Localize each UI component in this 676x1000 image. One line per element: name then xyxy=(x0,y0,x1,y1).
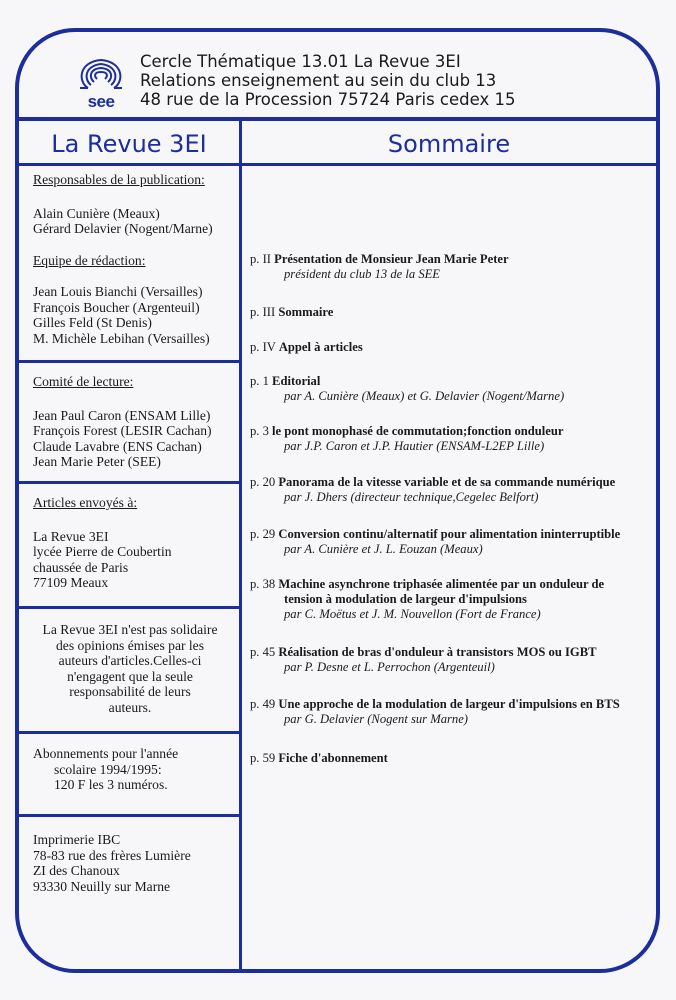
comite-name: François Forest (LESIR Cachan) xyxy=(33,423,212,438)
left-divider-4 xyxy=(19,731,240,734)
articles-line: lycée Pierre de Coubertin xyxy=(33,544,172,559)
abonnements-line: Abonnements pour l'année xyxy=(33,746,179,761)
toc-title: Conversion continu/alternatif pour alimentation ininterruptible xyxy=(278,527,621,541)
comite-name: Jean Paul Caron (ENSAM Lille) xyxy=(33,407,211,423)
toc-title: Machine asynchrone triphasée alimentée par un onduleur de xyxy=(278,577,605,591)
section-abonnements xyxy=(33,746,233,793)
toc-author: par C. Moëtus et J. M. Nouvellon (Fort de France) xyxy=(284,607,541,621)
equipe-name: François Boucher (Argenteuil) xyxy=(33,299,200,315)
toc-page: p. 1 xyxy=(250,374,269,388)
left-divider-2 xyxy=(19,481,240,484)
header-line-3: 48 rue de la Procession 75724 Paris cedex 15 xyxy=(140,90,516,109)
toc-author: président du club 13 de la SEE xyxy=(284,267,440,281)
toc-entry[interactable] xyxy=(250,424,650,454)
toc-entry[interactable] xyxy=(250,475,650,505)
left-title: La Revue 3EI xyxy=(51,130,207,158)
disclaimer-line: responsabilité de leurs xyxy=(69,684,191,699)
toc-author: par J. Dhers (directeur technique,Cegelec Belfort) xyxy=(284,490,539,504)
header-line-2: Relations enseignement au sein du club 13 xyxy=(140,71,497,90)
toc-author: par G. Delavier (Nogent sur Marne) xyxy=(284,712,468,726)
toc-title: Editorial xyxy=(272,374,321,388)
toc-entry[interactable] xyxy=(250,305,650,320)
toc-entry[interactable] xyxy=(250,374,650,404)
comite-name: Claude Lavabre (ENS Cachan) xyxy=(33,438,202,454)
toc-page: p. 3 xyxy=(250,424,269,438)
toc-entry[interactable] xyxy=(250,340,650,355)
equipe-heading: Equipe de rédaction: xyxy=(33,252,146,268)
toc-page: p. 59 xyxy=(250,751,276,765)
abonnements-line: scolaire 1994/1995: xyxy=(54,761,162,777)
disclaimer-line: n'engagent que la seule xyxy=(67,668,193,684)
toc-entry[interactable] xyxy=(250,252,650,282)
sommaire-title: Sommaire xyxy=(387,130,511,158)
toc-page: p. II xyxy=(250,252,271,266)
imprimerie-line: 93330 Neuilly sur Marne xyxy=(33,878,171,894)
header-line-1: Cercle Thématique 13.01 La Revue 3EI xyxy=(140,52,461,71)
section-comite xyxy=(33,374,233,470)
comite-heading: Comité de lecture: xyxy=(33,374,134,389)
toc-page: p. 38 xyxy=(250,577,276,591)
equipe-name: Gilles Feld (St Denis) xyxy=(33,315,152,330)
toc-entry[interactable] xyxy=(250,697,650,727)
articles-heading: Articles envoyés à: xyxy=(33,495,138,510)
toc-page: p. III xyxy=(250,305,276,319)
toc-entry[interactable] xyxy=(250,577,650,622)
toc-title: Une approche de la modulation de largeur d'impulsions en BTS xyxy=(278,697,620,711)
section-responsables xyxy=(33,172,233,346)
toc-entry[interactable] xyxy=(250,751,650,766)
toc-title: Fiche d'abonnement xyxy=(278,751,388,765)
toc-page: p. 49 xyxy=(250,697,276,711)
section-articles xyxy=(33,495,233,591)
toc-title: Appel à articles xyxy=(278,340,363,354)
responsable-name: Gérard Delavier (Nogent/Marne) xyxy=(33,221,213,236)
responsable-name: Alain Cunière (Meaux) xyxy=(33,205,160,221)
toc-title: Réalisation de bras d'onduleur à transistors MOS ou IGBT xyxy=(278,645,597,659)
toc-title: Panorama de la vitesse variable et de sa commande numérique xyxy=(278,475,616,489)
articles-line: La Revue 3EI xyxy=(33,528,109,544)
comite-name: Jean Marie Peter (SEE) xyxy=(33,454,161,469)
section-imprimerie xyxy=(33,832,233,894)
toc-page: p. 20 xyxy=(250,475,276,489)
imprimerie-line: Imprimerie IBC xyxy=(33,832,121,847)
articles-line: 77109 Meaux xyxy=(33,575,109,590)
disclaimer-line: auteurs. xyxy=(108,699,152,715)
toc-author: par A. Cunière (Meaux) et G. Delavier (Nogent/Marne) xyxy=(284,389,565,403)
toc-author: par J.P. Caron et J.P. Hautier (ENSAM-L2EP Lille) xyxy=(284,439,545,453)
toc-title-cont: tension à modulation de largeur d'impulsions xyxy=(284,592,527,606)
toc-title: Sommaire xyxy=(278,305,334,319)
disclaimer-line: des opinions émises par les xyxy=(56,637,204,653)
left-divider-3 xyxy=(19,606,240,609)
toc-page: p. 45 xyxy=(250,645,276,659)
toc-entry[interactable] xyxy=(250,527,650,557)
disclaimer-line: La Revue 3EI n'est pas solidaire xyxy=(42,622,218,637)
responsables-heading: Responsables de la publication: xyxy=(33,172,205,187)
section-disclaimer xyxy=(25,622,235,715)
column-divider xyxy=(239,121,242,971)
omega-icon xyxy=(76,54,126,94)
imprimerie-line: 78-83 rue des frères Lumière xyxy=(33,847,191,863)
equipe-name: Jean Louis Bianchi (Versailles) xyxy=(33,284,203,299)
toc-page: p. IV xyxy=(250,340,276,354)
toc-title: le pont monophasé de commutation;fonction onduleur xyxy=(272,424,564,438)
toc-author: par A. Cunière et J. L. Eouzan (Meaux) xyxy=(284,542,483,556)
abonnements-line: 120 F les 3 numéros. xyxy=(54,777,168,792)
disclaimer-line: auteurs d'articles.Celles-ci xyxy=(58,653,202,668)
left-divider-5 xyxy=(19,814,240,817)
toc-author: par P. Desne et L. Perrochon (Argenteuil) xyxy=(284,660,495,674)
left-divider-1 xyxy=(19,360,240,363)
see-logo xyxy=(76,54,126,112)
imprimerie-line: ZI des Chanoux xyxy=(33,863,120,878)
equipe-name: M. Michèle Lebihan (Versailles) xyxy=(33,330,210,346)
articles-line: chaussée de Paris xyxy=(33,559,129,575)
header xyxy=(19,32,656,121)
logo-text: see xyxy=(87,92,115,111)
header-text xyxy=(140,52,516,109)
toc-entry[interactable] xyxy=(250,645,650,675)
toc-page: p. 29 xyxy=(250,527,276,541)
toc-title: Présentation de Monsieur Jean Marie Peter xyxy=(274,252,509,266)
